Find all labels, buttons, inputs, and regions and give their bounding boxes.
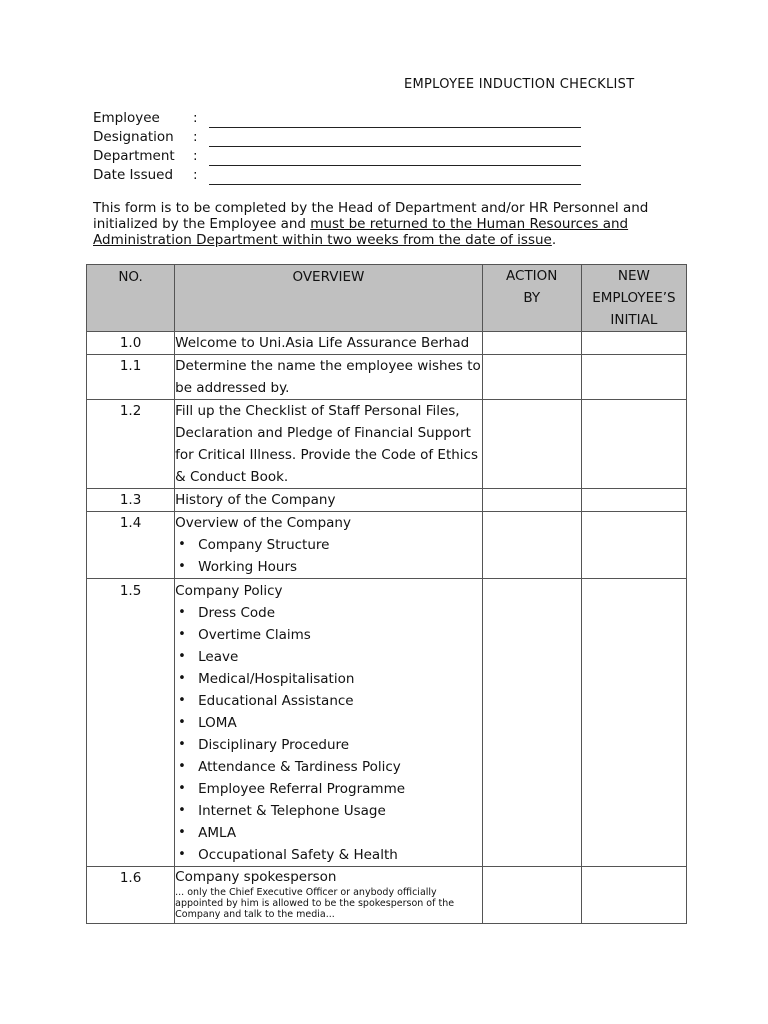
list-item: • Internet & Telephone Usage	[175, 800, 482, 822]
row-overview	[175, 489, 483, 512]
table-row	[87, 355, 687, 400]
spokesperson-note: ... only the Chief Executive Officer or anybody officially appointed by him is allowed to be the spokesperson of the Company and talk to the media...	[175, 887, 455, 920]
instructions-paragraph	[93, 200, 673, 248]
row-overview	[175, 579, 483, 867]
header-action-label: ACTION BY	[506, 268, 558, 306]
action-by-cell[interactable]	[482, 867, 581, 924]
row-number: 1.1	[87, 355, 175, 400]
row-number: 1.4	[87, 512, 175, 579]
row-overview-text: History of the Company	[175, 492, 336, 508]
row-number: 1.6	[87, 867, 175, 924]
list-item: • Leave	[175, 646, 482, 668]
instructions-text: This form is to be completed by the Head of Department and/or HR Personnel and initialized by the Employee and	[93, 200, 649, 232]
bullet-list	[175, 534, 482, 578]
table-header-row	[87, 265, 687, 332]
list-item: • AMLA	[175, 822, 482, 844]
action-by-cell[interactable]	[482, 579, 581, 867]
action-by-cell[interactable]	[482, 355, 581, 400]
action-by-cell[interactable]	[482, 400, 581, 489]
action-by-cell[interactable]	[482, 512, 581, 579]
field-blank-line	[209, 146, 581, 147]
table-row	[87, 400, 687, 489]
list-item: • Disciplinary Procedure	[175, 734, 482, 756]
field-label: Department	[93, 148, 175, 164]
initial-cell[interactable]	[581, 332, 686, 355]
table-row	[87, 332, 687, 355]
row-overview-text: Fill up the Checklist of Staff Personal Files, Declaration and Pledge of Financial Support for Critical Illness. Provide the Code of Ethics & Conduct Book.	[175, 403, 479, 485]
list-item: • LOMA	[175, 712, 482, 734]
action-by-cell[interactable]	[482, 332, 581, 355]
header-overview-label: OVERVIEW	[292, 269, 365, 285]
induction-checklist-table	[86, 264, 687, 924]
initial-cell[interactable]	[581, 579, 686, 867]
row-overview	[175, 512, 483, 579]
row-overview	[175, 867, 483, 924]
list-item: • Educational Assistance	[175, 690, 482, 712]
list-item: • Working Hours	[175, 556, 482, 578]
initial-cell[interactable]	[581, 512, 686, 579]
bullet-list	[175, 602, 482, 866]
field-blank-line	[209, 127, 581, 128]
field-colon: :	[193, 129, 198, 145]
initial-cell[interactable]	[581, 867, 686, 924]
row-overview	[175, 400, 483, 489]
field-label: Designation	[93, 129, 174, 145]
header-overview	[175, 265, 483, 332]
row-overview-text: Welcome to Uni.Asia Life Assurance Berhad	[175, 335, 470, 351]
list-item: • Company Structure	[175, 534, 482, 556]
row-overview-text: Company Policy	[175, 583, 283, 599]
list-item: • Employee Referral Programme	[175, 778, 482, 800]
field-colon: :	[193, 148, 198, 164]
list-item: • Occupational Safety & Health	[175, 844, 482, 866]
list-item: • Medical/Hospitalisation	[175, 668, 482, 690]
row-overview-text: Company spokesperson	[175, 869, 337, 885]
list-item: • Overtime Claims	[175, 624, 482, 646]
row-number: 1.0	[87, 332, 175, 355]
document-title: EMPLOYEE INDUCTION CHECKLIST	[404, 77, 635, 92]
header-no	[87, 265, 175, 332]
row-number: 1.5	[87, 579, 175, 867]
field-label: Date Issued	[93, 167, 174, 183]
row-number: 1.3	[87, 489, 175, 512]
list-item: • Attendance & Tardiness Policy	[175, 756, 482, 778]
row-number: 1.2	[87, 400, 175, 489]
table-row	[87, 867, 687, 924]
field-colon: :	[193, 110, 198, 126]
instructions-end: .	[551, 232, 557, 248]
field-label: Employee	[93, 110, 160, 126]
header-new-employee-initial	[581, 265, 686, 332]
field-colon: :	[193, 167, 198, 183]
row-overview	[175, 355, 483, 400]
instructions-underlined-text: must be returned to the Human Resources and Administration Department within two weeks from the date of issue	[93, 216, 629, 248]
action-by-cell[interactable]	[482, 489, 581, 512]
header-initial-label: NEW EMPLOYEE’S INITIAL	[592, 268, 676, 328]
row-overview-text: Determine the name the employee wishes to be addressed by.	[175, 358, 481, 396]
field-blank-line	[209, 165, 581, 166]
table-row	[87, 489, 687, 512]
header-action-by	[482, 265, 581, 332]
row-overview	[175, 332, 483, 355]
initial-cell[interactable]	[581, 400, 686, 489]
row-overview-text: Overview of the Company	[175, 515, 351, 531]
field-blank-line	[209, 184, 581, 185]
list-item: • Dress Code	[175, 602, 482, 624]
table-row	[87, 512, 687, 579]
initial-cell[interactable]	[581, 355, 686, 400]
initial-cell[interactable]	[581, 489, 686, 512]
header-no-label: NO.	[118, 269, 143, 285]
table-row	[87, 579, 687, 867]
